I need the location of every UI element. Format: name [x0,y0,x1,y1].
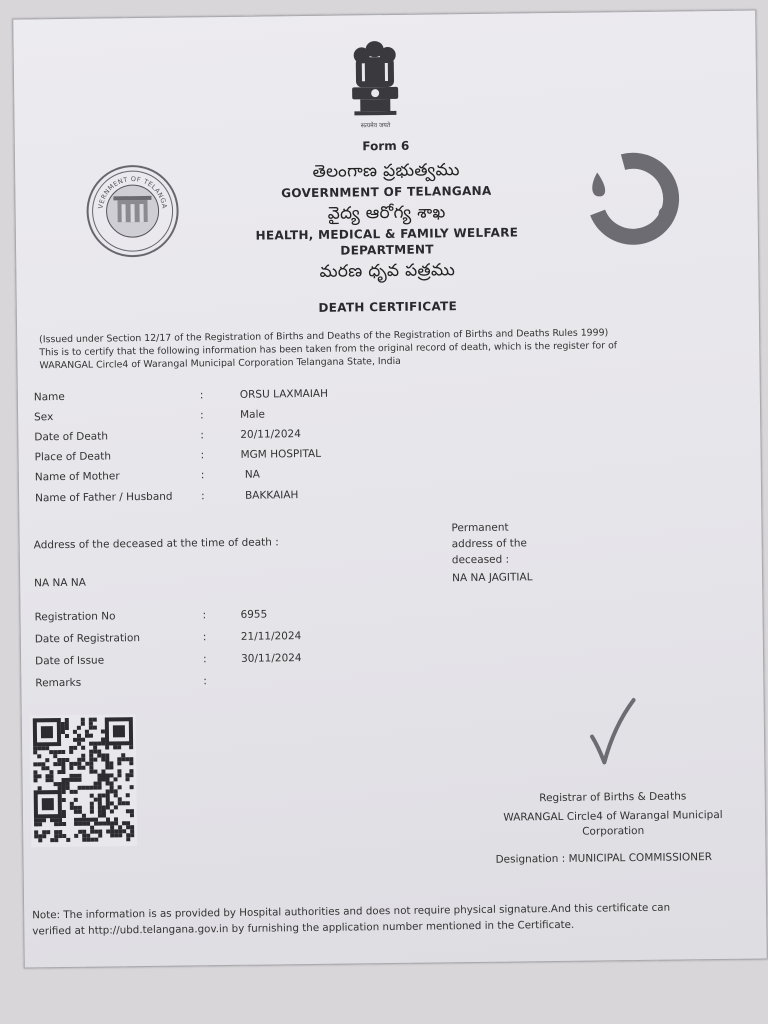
form-number: Form 6 [362,138,410,154]
verification-note: Note: The information is as provided by Hospital authorities and does not require physical signature.And this certificate can verified at http://ubd.telangana.gov.in by furnishing the application number mentioned in the Certificate. [32,901,671,938]
checkmark-icon [588,696,637,767]
certificate-title-telugu: మరణ ధృవ పత్రము [319,260,456,282]
death-certificate-page: सत्यमेव जयते Form 6 తెలంగాణ ప్రభుత్వము GOVERNMENT OF TELANGANA వైద్య ఆరోగ్య శాఖ HEALTH, MEDICAL & FAMILY WELFARE DEPARTMENT మరణ ధృవ పత్రము DEATH CERTIFICATE GOVERNMENT OF TELANGANA (Issued under Section 12/17 of the Registration of Births and Deaths of the Registration of Births and Deaths Rules 1999) This is to certify that the following information has been taken from the original record of death, which is the register for of WARANGAL Circle4 of Warangal Municipal Corporation Telangana State, India Name : ORSU LAXMAIAH Sex : Male Date of Death : 20/11/2024 Place of Death : MGM HOSPITAL Name of Mother : NA Name of Father / Husband : BAKKAIAH Address of the deceased at the time of death : NA NA NA Permanent address of the deceased : NA NA JAGITIAL Registration No : 6955 Date of Registration : 21/11/2024 Date of Issue : 30/11/2024 Remarks : Registrar of Births & Deaths WARANGAL Circle4 of Warangal Municipal Corporation Designation : MUNICIPAL COMMISSIONER Note: The information is as provided by Hospital authorities and does not require physical signature.And this certificate can verified at http://ubd.telangana.gov.in by furnishing the application number mentioned in the Certificate. [12,9,768,968]
seal-text: GOVERNMENT OF TELANGANA [96,175,169,210]
permanent-address-value: NA NA JAGITIAL [452,571,533,585]
department-name-line1: HEALTH, MEDICAL & FAMILY WELFARE [255,225,519,243]
current-address-label: Address of the deceased at the time of death : [33,536,279,552]
qr-code-icon[interactable] [30,714,138,847]
department-name-line2: DEPARTMENT [340,242,434,258]
registrar-title: Registrar of Births & Deaths [539,790,687,805]
intro-line-3: WARANGAL Circle4 of Warangal Municipal Corporation Telangana State, India [39,355,401,372]
department-telugu: వైద్య ఆరోగ్య శాఖ [327,202,446,224]
permanent-address-label: Permanent address of the deceased : [451,521,528,567]
registrar-office-line2: Corporation [582,824,645,838]
current-address-value: NA NA NA [34,576,86,590]
registrar-office: WARANGAL Circle4 of Warangal Municipal [503,808,723,824]
designation: Designation : MUNICIPAL COMMISSIONER [495,851,713,866]
government-name: GOVERNMENT OF TELANGANA [281,183,492,201]
certificate-title: DEATH CERTIFICATE [318,299,458,315]
intro-line-1: (Issued under Section 12/17 of the Registration of Births and Deaths of the Registration of Births and Deaths Rules 1999) [39,327,609,346]
state-seal-icon [85,164,180,259]
health-logo-icon [583,149,680,246]
registrar-block [493,789,734,841]
state-name-telugu: తెలంగాణ ప్రభుత్వము [312,160,460,182]
emblem-motto: सत्यमेव जयते [360,121,391,130]
national-emblem-icon [343,35,406,136]
certificate-intro [39,325,739,373]
intro-line-2: This is to certify that the following information has been taken from the original record of death, which is the register for of [39,340,618,359]
